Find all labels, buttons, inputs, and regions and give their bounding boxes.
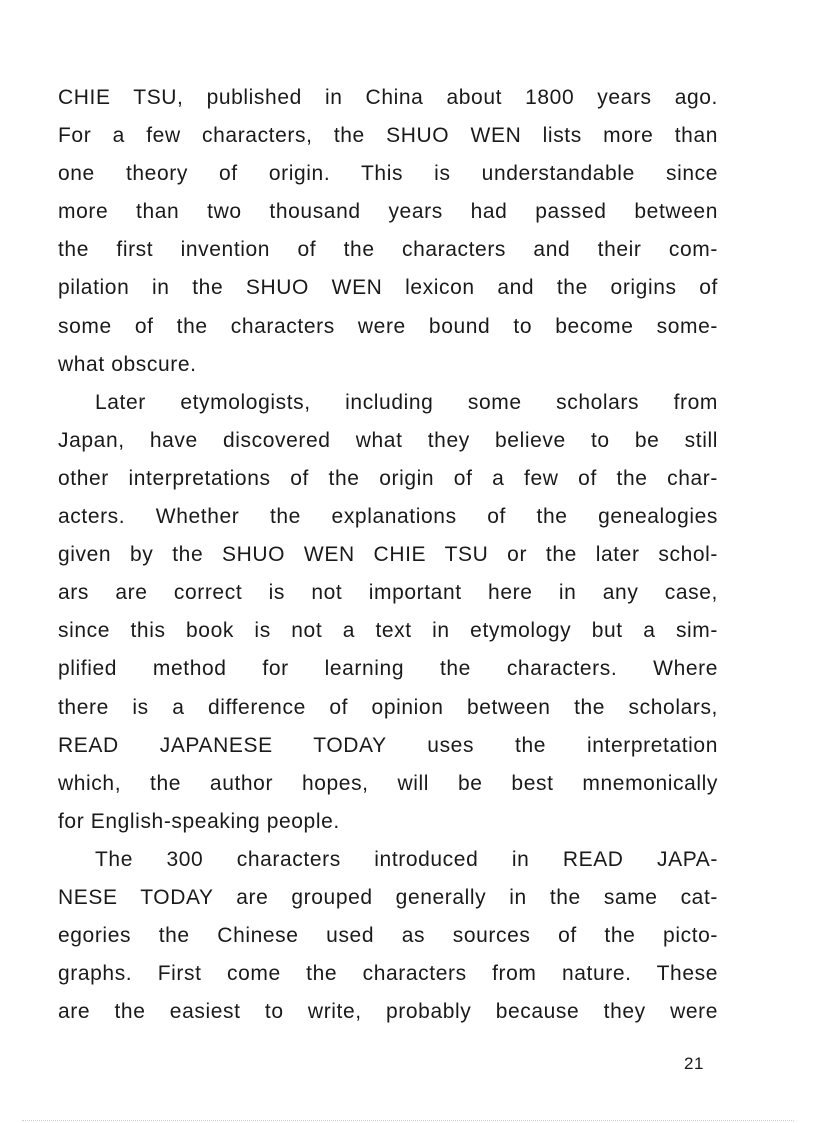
- text-line: the first invention of the characters and their com-: [58, 238, 718, 262]
- text-line: READ JAPANESE TODAY uses the interpretation: [58, 733, 718, 757]
- text-line: other interpretations of the origin of a few of the char-: [58, 466, 718, 490]
- text-line: Japan, have discovered what they believe to be still: [58, 428, 718, 452]
- text-line: plified method for learning the characters. Where: [58, 657, 718, 681]
- text-line: given by the SHUO WEN CHIE TSU or the later schol-: [58, 543, 718, 567]
- text-line: more than two thousand years had passed between: [58, 200, 718, 224]
- text-line: are the easiest to write, probably because they were: [58, 1000, 718, 1024]
- text-line: what obscure.: [58, 352, 197, 376]
- text-line: pilation in the SHUO WEN lexicon and the origins of: [58, 276, 718, 300]
- text-line: there is a difference of opinion between the scholars,: [58, 695, 718, 719]
- text-line: some of the characters were bound to become some-: [58, 314, 718, 338]
- text-line: Later etymologists, including some scholars from: [95, 390, 718, 414]
- body-text: [58, 79, 718, 1031]
- text-line: ars are correct is not important here in any case,: [58, 581, 718, 605]
- text-line: The 300 characters introduced in READ JAPA-: [95, 847, 718, 871]
- text-line: acters. Whether the explanations of the genealogies: [58, 505, 718, 529]
- text-line: one theory of origin. This is understandable since: [58, 162, 718, 186]
- text-line: since this book is not a text in etymology but a sim-: [58, 619, 718, 643]
- page-number: 21: [684, 1054, 704, 1073]
- text-line: for English-speaking people.: [58, 809, 340, 833]
- text-line: NESE TODAY are grouped generally in the same cat-: [58, 885, 718, 909]
- text-line: CHIE TSU, published in China about 1800 years ago.: [58, 86, 718, 109]
- text-line: egories the Chinese used as sources of the picto-: [58, 924, 718, 948]
- text-line: For a few characters, the SHUO WEN lists more than: [58, 124, 718, 148]
- page-edge-divider: [22, 1120, 794, 1121]
- text-line: graphs. First come the characters from nature. These: [58, 962, 718, 986]
- text-line: which, the author hopes, will be best mnemonically: [58, 771, 718, 795]
